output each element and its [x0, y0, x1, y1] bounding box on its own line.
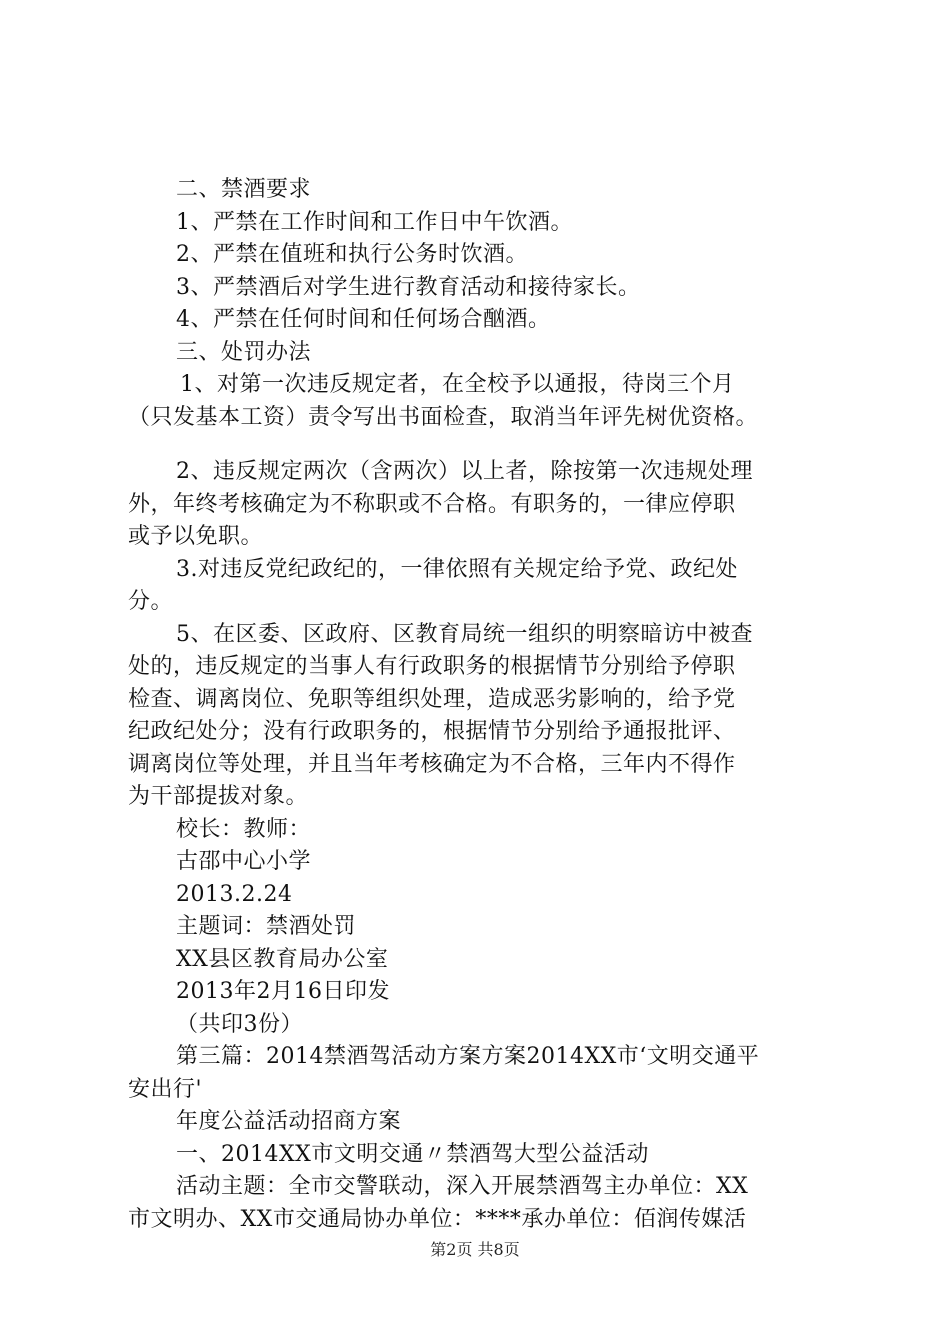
text-line: 4、严禁在任何时间和任何场合酗酒。 — [176, 307, 551, 332]
paragraph-gap — [128, 434, 838, 456]
text-line: 2013.2.24 — [176, 881, 293, 907]
text-line: 调离岗位等处理，并且当年考核确定为不合格，三年内不得作 — [128, 751, 736, 777]
text-line: （只发基本工资）责令写出书面检查，取消当年评先树优资格。 — [128, 404, 759, 430]
text-line: 安出行' — [128, 1076, 203, 1102]
text-line: 纪政纪处分；没有行政职务的，根据情节分别给予通报批评、 — [128, 719, 736, 744]
text-line: 外，年终考核确定为不称职或不合格。有职务的，一律应停职 — [128, 491, 736, 517]
text-line: 分。 — [128, 589, 174, 614]
text-line: 2013年2月16日印发 — [176, 979, 390, 1004]
text-line: 年度公益活动招商方案 — [176, 1109, 402, 1134]
text-line: 二、禁酒要求 — [176, 177, 312, 202]
text-line: 2、严禁在值班和执行公务时饮酒。 — [176, 242, 528, 267]
text-line: 或予以免职。 — [128, 524, 264, 549]
text-line: 处的，违反规定的当事人有行政职务的根据情节分别给予停职 — [128, 654, 736, 679]
text-line: XX县区教育局办公室 — [176, 946, 389, 972]
text-line: 2、违反规定两次（含两次）以上者，除按第一次违规处理 — [176, 459, 753, 484]
text-line: 为干部提拔对象。 — [128, 784, 309, 809]
text-line: 3.对违反党纪政纪的，一律依照有关规定给予党、政纪处 — [176, 556, 738, 582]
text-line: 3、严禁酒后对学生进行教育活动和接待家长。 — [176, 274, 641, 300]
text-line: （共印3份） — [176, 1011, 303, 1037]
text-line: 三、处罚办法 — [176, 339, 312, 365]
text-line: 主题词：禁酒处罚 — [176, 914, 357, 939]
text-line: 一、2014XX市文明交通〃禁酒驾大型公益活动 — [176, 1141, 649, 1167]
text-line: 古邵中心小学 — [176, 849, 312, 874]
text-line: 检查、调离岗位、免职等组织处理，造成恶劣影响的，给予党 — [128, 686, 736, 712]
page-footer: 第2页 共8页 — [430, 1240, 520, 1259]
document-body — [128, 174, 838, 1236]
text-line: 5、在区委、区政府、区教育局统一组织的明察暗访中被查 — [176, 621, 753, 647]
text-line: 第三篇：2014禁酒驾活动方案方案2014XX市‘文明交通平 — [176, 1044, 760, 1069]
text-line: 市文明办、XX市交通局协办单位：****承办单位：佰润传媒活 — [128, 1206, 747, 1232]
text-line: 1、对第一次违反规定者，在全校予以通报，待岗三个月 — [180, 372, 735, 397]
text-line: 活动主题：全市交警联动，深入开展禁酒驾主办单位：XX — [176, 1174, 749, 1199]
text-line: 1、严禁在工作时间和工作日中午饮酒。 — [176, 209, 573, 235]
text-line: 校长：教师： — [176, 816, 312, 842]
